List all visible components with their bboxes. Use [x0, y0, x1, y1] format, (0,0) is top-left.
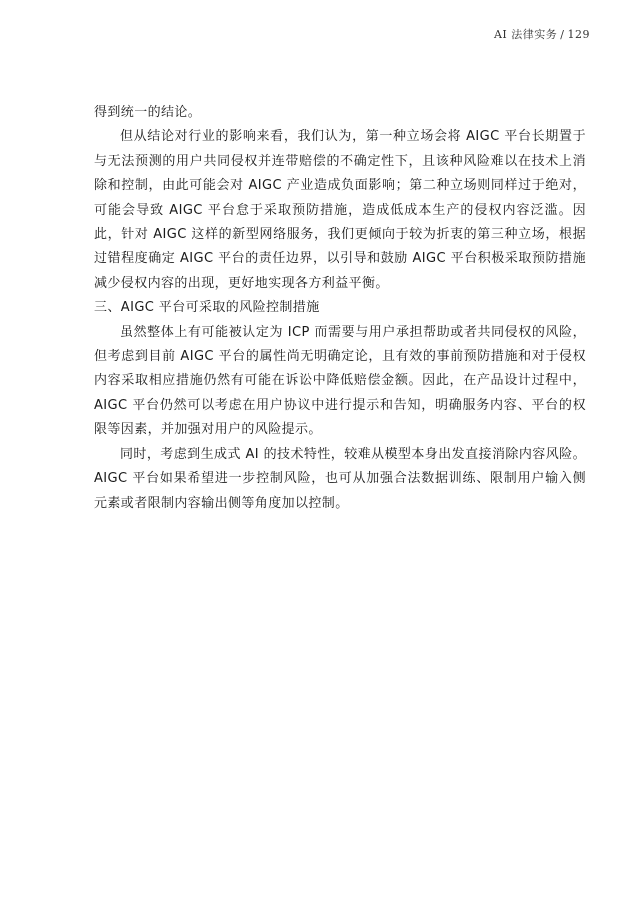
body-paragraph-2: 虽然整体上有可能被认定为 ICP 而需要与用户承担帮助或者共同侵权的风险，但考虑到目前 AIGC 平台的属性尚无明确定论，且有效的事前预防措施和对于侵权内容采取相应措施仍然有可能在诉讼中降低赔偿金额。因此，在产品设计过程中，AIGC 平台仍然可以考虑在用户协议中进行提示和告知，明确服务内容、平台的权限等因素，并加强对用户的风险提示。	[94, 324, 586, 438]
page-number: 129	[567, 28, 590, 41]
running-header	[494, 26, 590, 42]
body-paragraph-3: 同时，考虑到生成式 AI 的技术特性，较难从模型本身出发直接消除内容风险。AIGC 平台如果希望进一步控制风险，也可从加强合法数据训练、限制用户输入侧元素或者限制内容输出侧等角度加以控制。	[94, 446, 586, 511]
page-body	[94, 101, 586, 516]
body-paragraph-1: 但从结论对行业的影响来看，我们认为，第一种立场会将 AIGC 平台长期置于与无法预测的用户共同侵权并连带赔偿的不确定性下，且该种风险难以在技术上消除和控制，由此可能会对 AIGC 产业造成负面影响；第二种立场则同样过于绝对，可能会导致 AIGC 平台怠于采取预防措施，造成低成本生产的侵权内容泛滥。因此，针对 AIGC 这样的新型网络服务，我们更倾向于较为折衷的第三种立场，根据过错程度确定 AIGC 平台的责任边界，以引导和鼓励 AIGC 平台积极采取预防措施减少侵权内容的出现，更好地实现各方利益平衡。	[94, 129, 586, 291]
continuation-paragraph: 得到统一的结论。	[94, 105, 202, 120]
section-heading: 三、AIGC 平台可采取的风险控制措施	[94, 300, 320, 316]
book-title: AI 法律实务	[493, 28, 558, 41]
header-separator: /	[560, 28, 565, 41]
